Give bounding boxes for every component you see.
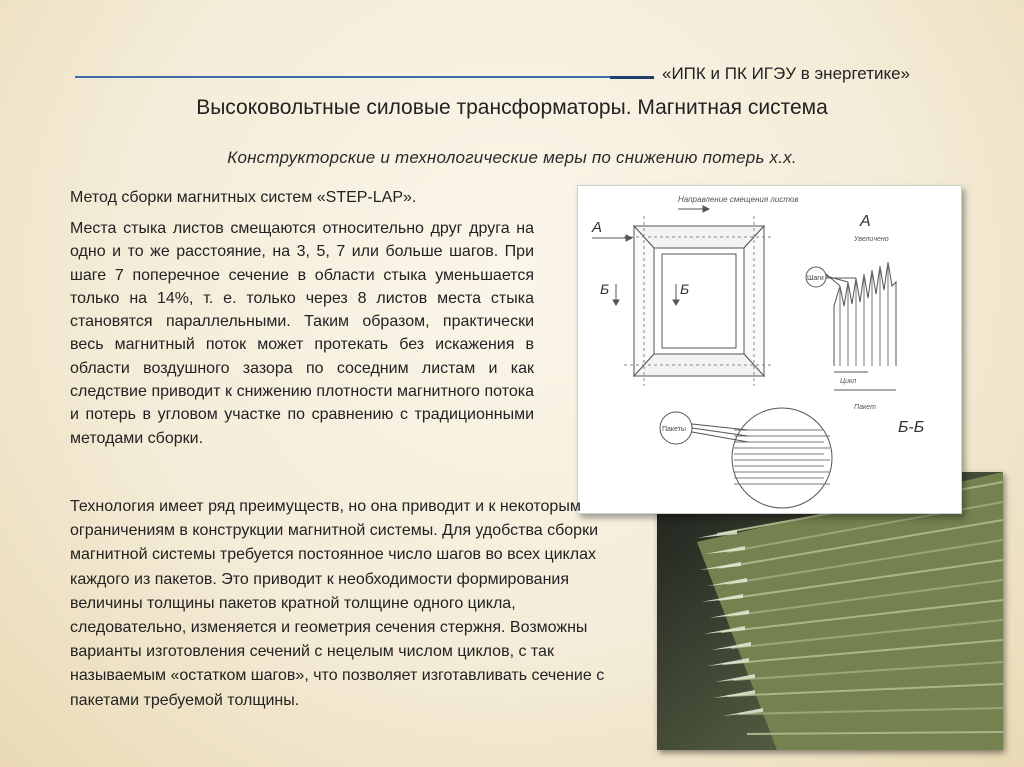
direction-label: Направление смещения листов	[678, 195, 799, 204]
page-subtitle: Конструкторские и технологические меры по снижению потерь х.х.	[227, 148, 797, 167]
header-rule-accent	[610, 76, 654, 79]
label-b-inner: Б	[680, 281, 690, 297]
zoom-label: Увеличено	[854, 236, 889, 243]
label-b-left: Б	[600, 281, 610, 297]
packets-label: Пакеты	[662, 426, 686, 433]
steps-label: Шаги	[807, 275, 824, 282]
step-lap-diagram	[577, 185, 962, 514]
packet-label: Пакет	[854, 404, 876, 411]
step-lap-diagram-drawing	[578, 186, 961, 513]
label-a-right: А	[860, 213, 871, 230]
paragraph-step-lap: Места стыка листов смещаются относительно друг друга на одно и то же расстояние, на 3, 5, 7 или больше шагов. При шаге 7 поперечное сечение в области стыка уменьшается только на 14%, т. е. только через 8 листов места стыка становятся параллельными. Таким образом, практически весь магнитный поток может протекать без искажения в области воздушного зазора по соседним листам и как следствие приводит к снижению плотности магнитного потока и потерь в угловом участке по сравнению с традиционными методами сборки.	[70, 220, 534, 447]
header-rule	[75, 76, 647, 78]
cycle-label: Цикл	[840, 378, 857, 385]
method-heading: Метод сборки магнитных систем «STEP-LAP».	[70, 189, 417, 206]
section-label: Б-Б	[898, 419, 925, 436]
section-detail-circle	[732, 408, 832, 508]
page-title: Высоковольтные силовые трансформаторы. Магнитная система	[196, 96, 828, 119]
label-a: А	[592, 219, 603, 236]
paragraph-limitations: Технология имеет ряд преимуществ, но она приводит и к некоторым ограничениям в конструкции магнитной системы. Для удобства сборки магнитной системы требуется постоянное число шагов во всех циклах каждого из пакетов. Это приводит к необходимости формирования величины толщины пакетов кратной толщине одного цикла, следовательно, изменяется и геометрия сечения стержня. Возможны варианты изготовления сечений с нецелым числом циклов, с так называемым «остатком шагов», что позволяет изготавливать сечение с пакетами требуемой толщины.	[70, 498, 605, 709]
organization-label: «ИПК и ПК ИГЭУ в энергетике»	[662, 64, 911, 83]
